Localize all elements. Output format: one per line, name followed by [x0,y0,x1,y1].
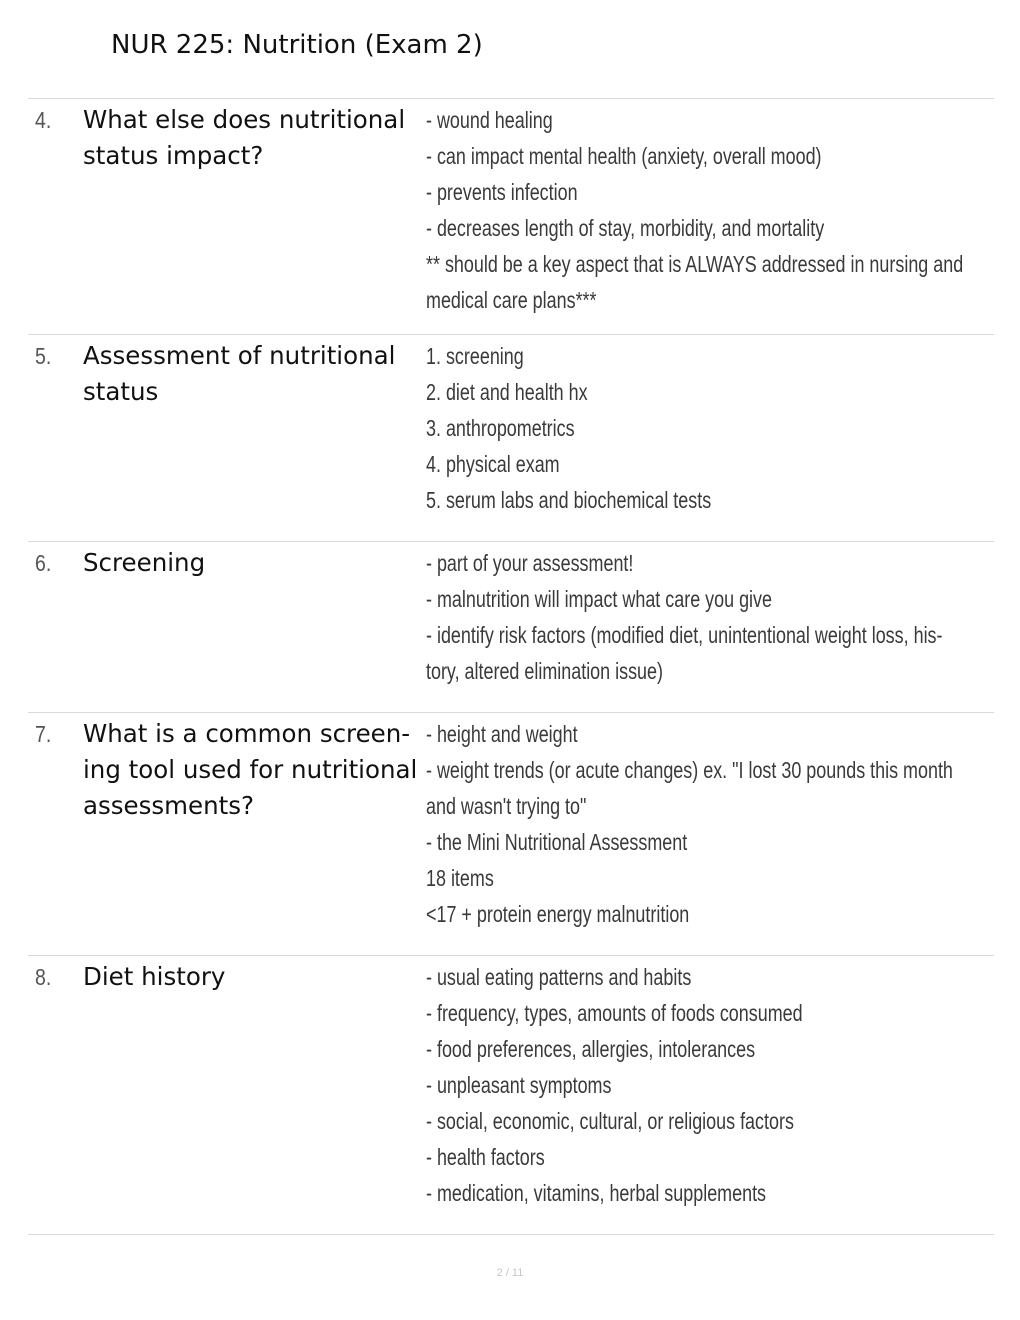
card-number: 7. [35,721,52,747]
definition-line: - height and weight [426,721,578,747]
definition-line: 3. anthropometrics [426,415,575,441]
card-term: Assessment of nutritional status [83,341,396,406]
card-definition [426,102,988,318]
definition-line: - food preferences, allergies, intolerances [426,1036,756,1062]
definition-line: - usual eating patterns and habits [426,964,692,990]
definition-line: - frequency, types, amounts of foods consumed [426,1000,803,1026]
definition-line: tory, altered elimination issue) [426,658,663,684]
flashcard-list [28,98,994,1235]
definition-line: - identify risk factors (modified diet, unintentional weight loss, his- [426,622,943,648]
card-number: 5. [35,343,52,369]
flashcard [28,541,994,712]
flashcard [28,334,994,541]
card-definition [426,545,988,689]
card-number: 4. [35,107,52,133]
card-term: Screening [83,548,206,577]
card-number: 6. [35,550,52,576]
card-term: What is a common screen- ing tool used for nutritional assessments? [83,719,418,820]
card-definition [426,716,988,932]
card-term: What else does nutritional status impact? [83,105,406,170]
card-definition [426,338,988,518]
definition-line: and wasn't trying to" [426,793,587,819]
definition-line: - the Mini Nutritional Assessment [426,829,688,855]
card-term: Diet history [83,962,226,991]
card-number: 8. [35,964,52,990]
flashcard [28,955,994,1235]
definition-line: medical care plans*** [426,287,597,313]
definition-line: - wound healing [426,107,553,133]
definition-line: - malnutrition will impact what care you give [426,586,772,612]
definition-line: 4. physical exam [426,451,560,477]
definition-line: - health factors [426,1144,545,1170]
page-number: 2 / 11 [496,1267,524,1279]
definition-line: - can impact mental health (anxiety, overall mood) [426,143,822,169]
page-title: NUR 225: Nutrition (Exam 2) [111,30,483,60]
definition-line: ** should be a key aspect that is ALWAYS addressed in nursing and [426,251,964,277]
definition-line: 5. serum labs and biochemical tests [426,487,712,513]
definition-line: <17 + protein energy malnutrition [426,901,690,927]
definition-line: - social, economic, cultural, or religious factors [426,1108,794,1134]
flashcard [28,98,994,334]
definition-line: - decreases length of stay, morbidity, and mortality [426,215,825,241]
definition-line: - weight trends (or acute changes) ex. "I lost 30 pounds this month [426,757,953,783]
definition-line: 1. screening [426,343,524,369]
flashcard [28,712,994,955]
definition-line: 2. diet and health hx [426,379,588,405]
definition-line: - part of your assessment! [426,550,634,576]
card-definition [426,959,988,1211]
definition-line: - prevents infection [426,179,578,205]
definition-line: - medication, vitamins, herbal supplements [426,1180,767,1206]
definition-line: 18 items [426,865,494,891]
definition-line: - unpleasant symptoms [426,1072,612,1098]
